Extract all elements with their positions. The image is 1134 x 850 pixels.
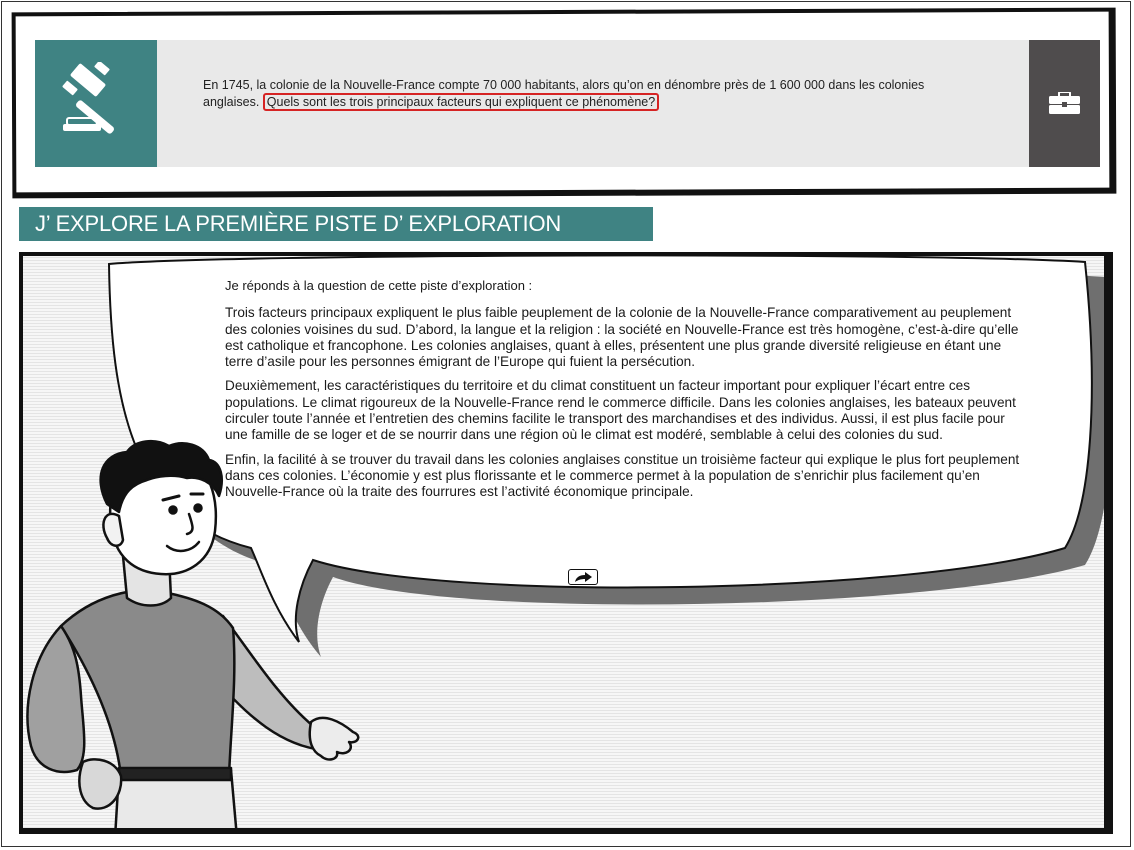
answer-paragraph-1: Trois facteurs principaux expliquent le plus faible peuplement de la colonie de la Nouvelle-France comparativement au peuplement des colonies voisines du sud. D’abord, la langue et la religion : la société en Nouvelle-France est très homogène, c’est-à-dire qu’elle est catholique et francophone. Les colonies anglaises, quant à elles, présentent une plus grande diversité religieuse en étant une terre d’asile pour les personnes émigrant de l’Europe qui fuient la persécution. (225, 305, 1019, 370)
briefcase-tile[interactable] (1029, 40, 1100, 167)
briefcase-icon[interactable] (1049, 92, 1080, 114)
answer-lead: Je réponds à la question de cette piste d’exploration : (225, 278, 533, 293)
gavel-tile (35, 40, 157, 167)
next-button[interactable] (568, 569, 598, 585)
question-highlight: Quels sont les trois principaux facteurs qui expliquent ce phénomène? (263, 93, 659, 111)
header-band (35, 40, 1100, 167)
gavel-icon (57, 62, 137, 142)
intro-text (203, 77, 983, 111)
forward-arrow-icon (574, 571, 593, 583)
intro-statement: En 1745, la colonie de la Nouvelle-France compte 70 000 habitants, alors qu’on en dénombre près de 1 600 000 dans les colonies anglaises. (203, 78, 925, 109)
answer-panel (19, 252, 1113, 834)
section-title: J’ EXPLORE LA PREMIÈRE PISTE D’ EXPLORATION (19, 207, 653, 241)
answer-paragraph-3: Enfin, la facilité à se trouver du travail dans les colonies anglaises constitue un troisième facteur qui explique le plus fort peuplement dans ces colonies. L’économie y est plus florissante et le commerce permet à la population de s’enrichir plus facilement qu’en Nouvelle-France où la traite des fourrures est l’activité économique principale. (225, 451, 1020, 500)
answer-paragraph-2: Deuxièmement, les caractéristiques du territoire et du climat constituent un facteur important pour expliquer l’écart entre ces populations. Le climat rigoureux de la Nouvelle-France rend le commerce difficile. Dans les colonies anglaises, les bateaux peuvent circuler toute l’année et l’entretien des chemins facilite le transport des marchandises et des individus. Aussi, il est plus facile pour une famille de se loger et de se nourrir dans une région où le climat est modéré, semblable à celui des colonies du sud. (225, 378, 1016, 443)
answer-text (225, 278, 1025, 509)
